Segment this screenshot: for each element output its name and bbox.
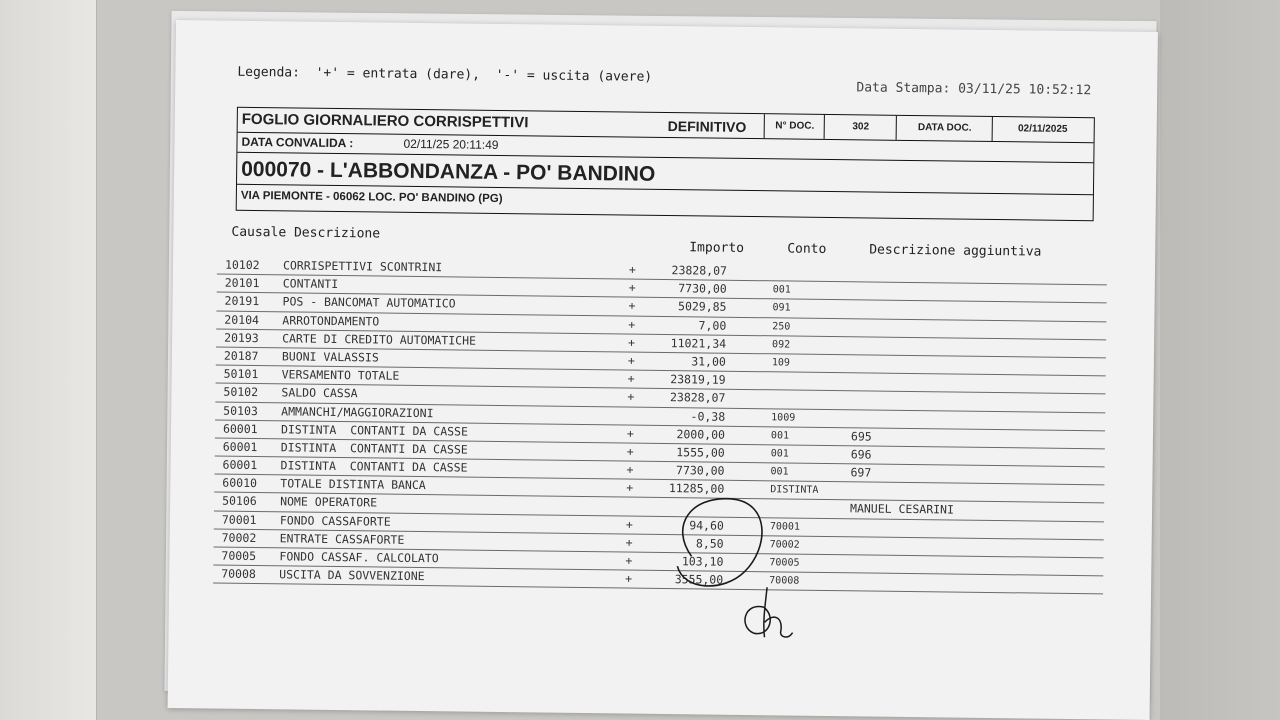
row-account: 70008 (769, 575, 800, 587)
row-account: DISTINTA (770, 484, 819, 497)
row-description: SALDO CASSA (281, 385, 358, 401)
row-account: 091 (772, 302, 791, 314)
row-amount: 23828,07 (669, 390, 726, 406)
row-sign: + (628, 335, 636, 350)
row-code: 50103 (223, 403, 258, 418)
row-sign: + (626, 444, 634, 459)
column-header-importo: Importo (689, 240, 745, 256)
row-description: ARROTONDAMENTO (282, 312, 380, 329)
row-description: USCITA DA SOVVENZIONE (279, 567, 425, 584)
row-account: 250 (772, 320, 791, 333)
validation-label: DATA CONVALIDA : (241, 134, 354, 151)
column-header-conto: Conto (787, 241, 827, 257)
row-sign: + (628, 298, 636, 314)
row-description: FONDO CASSAF. CALCOLATO (279, 549, 439, 566)
row-amount: 11021,34 (670, 335, 727, 351)
row-description: DISTINTA CONTANTI DA CASSE (280, 422, 469, 439)
document-title: FOGLIO GIORNALIERO CORRISPETTIVI (241, 110, 529, 132)
row-amount: 31,00 (691, 354, 726, 369)
row-code: 10102 (224, 257, 260, 273)
row-code: 70002 (221, 530, 257, 545)
column-header-causale: Causale Descrizione (231, 224, 381, 242)
row-amount: 7,00 (698, 317, 727, 333)
row-sign: + (627, 353, 635, 368)
row-description: POS - BANCOMAT AUTOMATICO (282, 294, 456, 311)
row-amount: 5029,85 (677, 299, 727, 315)
row-amount: 23819,19 (670, 372, 726, 387)
row-code: 60010 (222, 475, 258, 491)
row-code: 70008 (221, 566, 256, 582)
row-sign: + (627, 389, 635, 404)
row-account: 001 (770, 448, 789, 460)
row-sign: + (626, 426, 635, 441)
legend-text: Legenda: '+' = entrata (dare), '-' = uscita (avere) (237, 64, 653, 85)
row-sign: + (625, 535, 633, 550)
document-sheet (168, 20, 1158, 720)
background-right (1160, 0, 1280, 720)
row-sign: + (628, 317, 636, 332)
row-amount: 11285,00 (668, 481, 725, 496)
row-code: 50101 (223, 366, 259, 382)
row-sign: + (628, 280, 636, 295)
row-sign: + (627, 371, 635, 386)
row-code: 70001 (221, 512, 257, 527)
row-amount: 1555,00 (676, 445, 725, 460)
row-sign: + (626, 480, 634, 495)
row-account: 001 (770, 466, 789, 478)
row-description: DISTINTA CONTANTI DA CASSE (280, 458, 468, 475)
row-description: ENTRATE CASSAFORTE (279, 531, 405, 547)
row-code: 50106 (222, 494, 257, 509)
row-code: 60001 (222, 421, 258, 436)
row-description: VERSAMENTO TOTALE (281, 367, 400, 383)
row-extra: 696 (850, 447, 872, 462)
row-code: 20187 (223, 348, 259, 363)
store-name: 000070 - L'ABBONDANZA - PO' BANDINO (241, 157, 656, 186)
background-left (0, 0, 97, 720)
row-description: AMMANCHI/MAGGIORAZIONI (281, 403, 434, 420)
row-amount: 23828,07 (671, 263, 728, 278)
row-extra: 697 (850, 465, 872, 480)
row-code: 20101 (224, 275, 260, 291)
column-header-extra: Descrizione aggiuntiva (869, 242, 1042, 260)
row-amount: 94,60 (689, 517, 724, 533)
row-account: 001 (772, 284, 791, 296)
row-amount: 7730,00 (675, 463, 725, 478)
handwritten-marks (168, 20, 1158, 720)
document-status: DEFINITIVO (667, 118, 747, 135)
row-extra: MANUEL CESARINI (849, 501, 955, 517)
row-account: 109 (771, 357, 790, 369)
row-code: 20193 (224, 330, 259, 345)
row-account: 70001 (769, 520, 801, 533)
doc-date-value: 02/11/2025 (992, 117, 1093, 142)
doc-number-label: N° DOC. (764, 114, 825, 139)
doc-date-label: DATA DOC. (896, 116, 993, 141)
row-description: BUONI VALASSIS (281, 349, 379, 365)
row-account: 092 (772, 339, 791, 351)
row-description: CARTE DI CREDITO AUTOMATICHE (282, 331, 477, 348)
hand-drawn-circle (677, 498, 762, 587)
row-amount: -0,38 (690, 408, 726, 424)
row-account: 1009 (771, 411, 796, 424)
validation-value: 02/11/25 20:11:49 (403, 136, 499, 152)
row-account: 001 (770, 429, 790, 442)
row-code: 60001 (222, 457, 258, 473)
row-description: DISTINTA CONTANTI DA CASSE (280, 440, 468, 457)
row-extra: 695 (850, 428, 872, 444)
row-amount: 3555,00 (674, 572, 724, 587)
row-code: 20191 (224, 293, 260, 309)
row-description: NOME OPERATORE (280, 494, 378, 510)
row-account: 70002 (769, 539, 800, 551)
row-sign: + (626, 462, 634, 477)
handwritten-signature (745, 587, 793, 638)
row-description: CORRISPETTIVI SCONTRINI (282, 258, 443, 275)
row-code: 70005 (221, 548, 257, 564)
row-sign: + (628, 262, 637, 277)
row-code: 20104 (224, 312, 260, 327)
row-description: FONDO CASSAFORTE (279, 512, 391, 529)
row-description: CONTANTI (282, 276, 339, 292)
row-amount: 103,10 (681, 554, 724, 569)
row-amount: 2000,00 (676, 426, 726, 442)
store-address: VIA PIEMONTE - 06062 LOC. PO' BANDINO (PG) (240, 189, 503, 206)
row-sign: + (625, 571, 633, 586)
row-sign: + (625, 517, 633, 532)
row-sign: + (625, 553, 633, 568)
print-date: Data Stampa: 03/11/25 10:52:12 (856, 80, 1092, 99)
doc-number-value: 302 (824, 115, 897, 140)
row-amount: 8,50 (695, 536, 724, 551)
row-code: 50102 (223, 384, 259, 400)
row-amount: 7730,00 (678, 281, 727, 296)
row-code: 60001 (222, 439, 258, 454)
row-description: TOTALE DISTINTA BANCA (280, 476, 426, 493)
row-account: 70005 (769, 557, 800, 569)
